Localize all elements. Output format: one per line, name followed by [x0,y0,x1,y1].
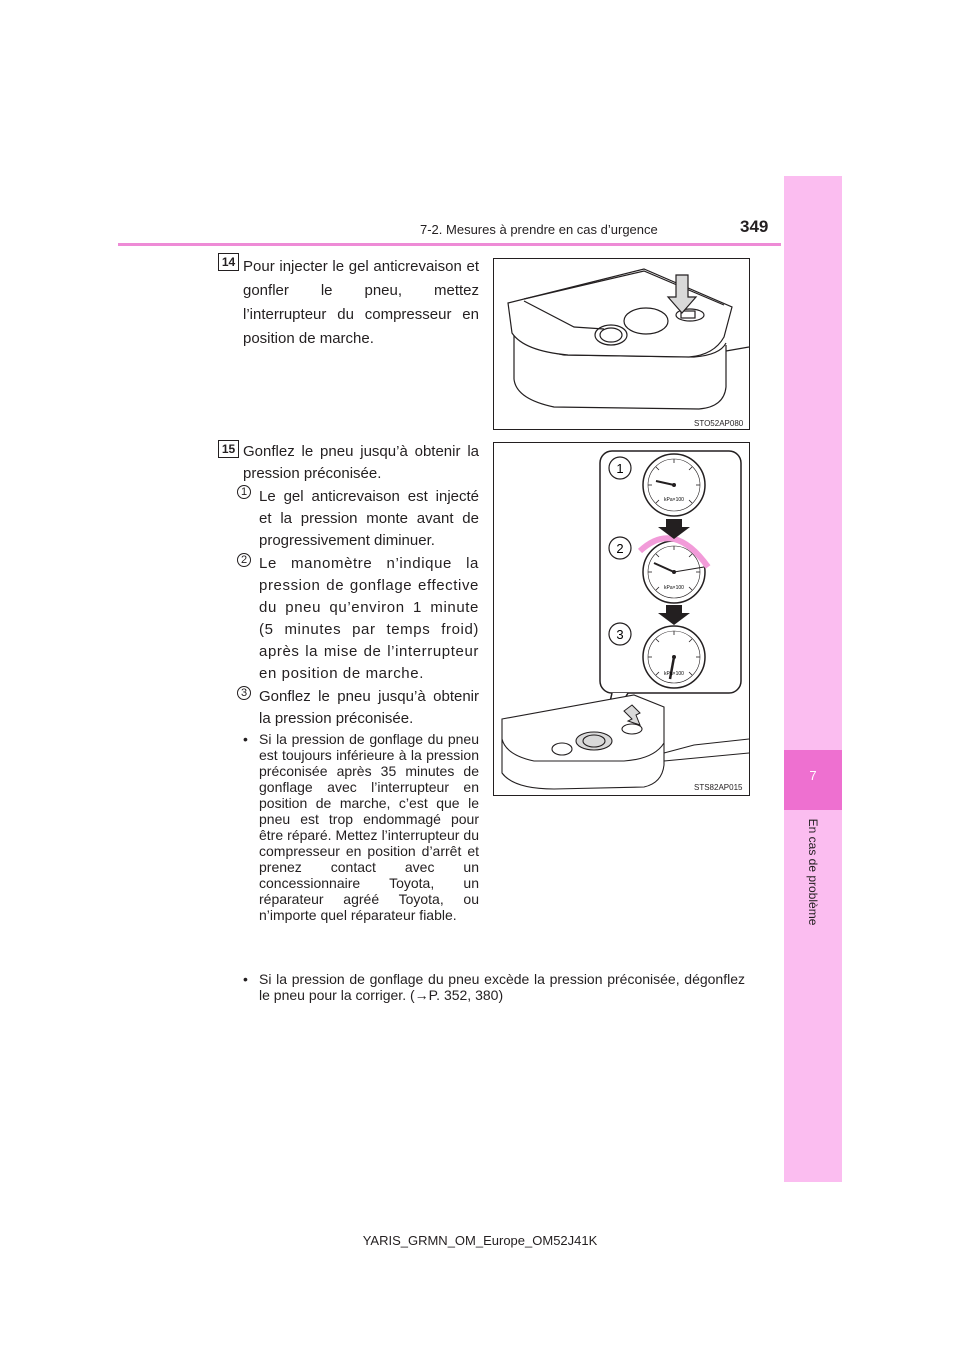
step-14-badge: 14 [218,253,239,271]
substep-2-text: Le manomètre n’indique la pression de gonflage effective du pneu qu’environ 1 minute (5 minutes par temps froid) après la mise de l’interrupteur en position de marche. [259,555,479,682]
figure-compressor-switch [493,258,750,430]
document-id: YARIS_GRMN_OM_Europe_OM52J41K [362,1233,598,1248]
gauge-unit: kPa×100 [664,585,684,591]
step-14-text: Pour injecter le gel anticrevaison et gonfler le pneu, mettez l’interrupteur du compresseur en position de marche. [243,258,479,347]
section-title: 7-2. Mesures à prendre en cas d’urgence [420,222,658,237]
chapter-number: 7 [809,768,817,783]
substep-3-text: Gonflez le pneu jusqu’à obtenir la pression préconisée. [259,688,479,727]
callout-1: 1 [616,461,624,476]
step-15-text: Gonflez le pneu jusqu’à obtenir la pression préconisée. [243,443,479,482]
substep-2-number: 2 [237,553,251,567]
chapter-label: En cas de problème [806,818,820,926]
figure-pressure-gauges [493,442,750,796]
figure-code: STS82AP015 [694,783,743,792]
bullet-dot: • [243,971,248,987]
header-rule [118,243,781,246]
substep-3-number: 3 [237,686,251,700]
step-15-badge: 15 [218,440,239,458]
chapter-side-tab [784,176,842,1182]
page-number: 349 [740,217,769,236]
substep-1-text: Le gel anticrevaison est injecté et la pression monte avant de progressivement diminuer. [259,488,479,549]
gauge-unit: kPa×100 [664,671,684,677]
bullet-dot: • [243,731,248,747]
compressor-illustration [494,259,749,429]
gauge-unit: kPa×100 [664,497,684,503]
callout-2: 2 [616,541,624,556]
bullet-2-text: Si la pression de gonflage du pneu excède la pression préconisée, dégonflez le pneu pour la corriger. (→P. 352, 380) [259,971,745,1003]
bullet-1-text: Si la pression de gonflage du pneu est toujours inférieure à la pression préconisée après 35 minutes de gonflage avec l’interrupteur en position de marche, c’est que le pneu est trop endommagé pour être réparé. Mettez l’interrupteur du compresseur en position d’arrêt et prenez contact avec un concessionnaire Toyota, un réparateur agréé Toyota, ou n’importe quel réparateur fiable. [259,731,479,923]
figure-code: STO52AP080 [694,419,744,428]
callout-3: 3 [616,627,624,642]
substep-1-number: 1 [237,485,251,499]
gauge-illustration [494,443,749,795]
